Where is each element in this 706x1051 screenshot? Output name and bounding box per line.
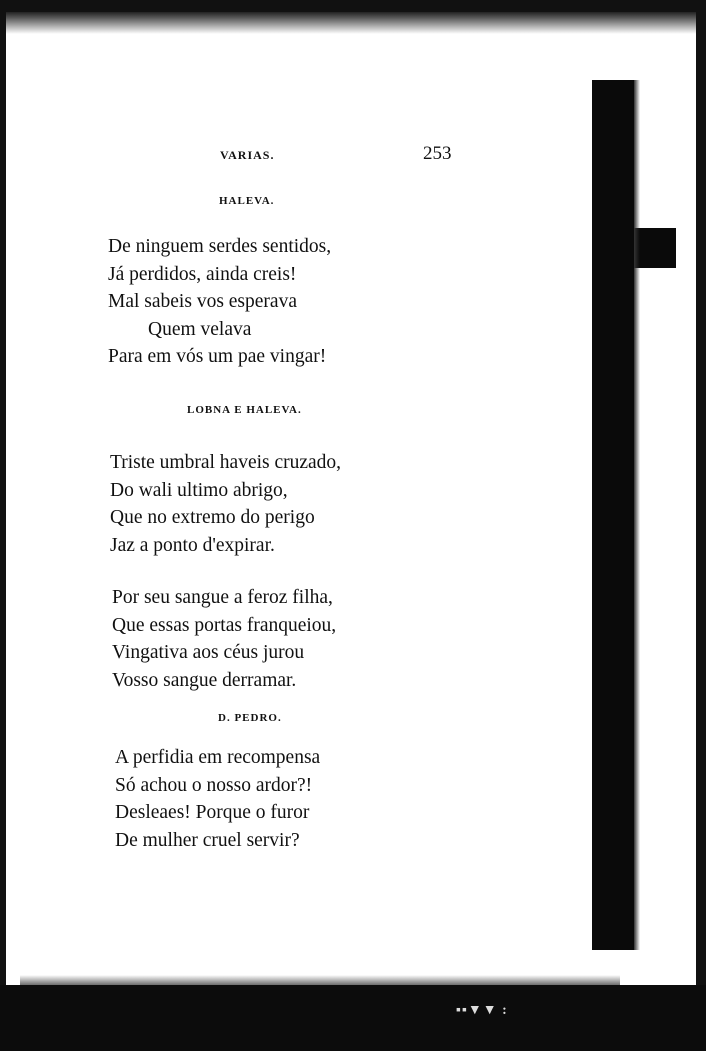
verse-line: Desleaes! Porque o furor [115, 802, 310, 823]
stanza [115, 744, 320, 854]
verse-line: Do wali ultimo abrigo, [110, 479, 288, 501]
stanza [110, 449, 341, 559]
verse-line: Para em vós um pae vingar! [108, 346, 327, 367]
scan-edge-top-shadow [0, 12, 706, 34]
verse-line: Mal sabeis vos esperava [108, 291, 297, 312]
verse-line: Triste umbral haveis cruzado, [110, 452, 342, 473]
verse-line: Jaz a ponto d'expirar. [110, 534, 275, 556]
verse-line: Vosso sangue derramar. [112, 669, 297, 691]
scan-footer-mark: ▪▪▼▼ : [456, 1003, 508, 1018]
verse-line: Por seu sangue a feroz filha, [112, 587, 333, 608]
verse-line: De ninguem serdes sentidos, [108, 236, 332, 257]
speaker-heading: LOBNA E HALEVA. [187, 404, 302, 416]
verse-line: A perfidia em recompensa [115, 747, 321, 768]
verse-line: Vingativa aos céus jurou [112, 642, 305, 663]
page-number: 253 [423, 143, 452, 164]
verse-line: De mulher cruel servir? [115, 829, 300, 851]
stanza [112, 584, 336, 694]
speaker-heading: D. PEDRO. [218, 712, 282, 724]
verse-line: Que no extremo do perigo [110, 507, 315, 528]
verse-line: Quem velava [148, 318, 252, 340]
verse-line: Que essas portas franqueiou, [112, 614, 337, 636]
scan-edge-right [696, 0, 706, 1051]
scan-edge-bottom [0, 985, 706, 1051]
stanza [108, 233, 331, 371]
running-title: VARIAS. [220, 148, 275, 162]
speaker-heading: HALEVA. [219, 195, 275, 207]
book-spine-edge [634, 80, 640, 950]
scan-edge-top [0, 0, 706, 12]
scan-edge-left [0, 0, 6, 1051]
verse-line: Só achou o nosso ardor?! [115, 774, 313, 796]
verse-line: Já perdidos, ainda creis! [108, 263, 297, 285]
book-spine-shadow [592, 80, 634, 950]
